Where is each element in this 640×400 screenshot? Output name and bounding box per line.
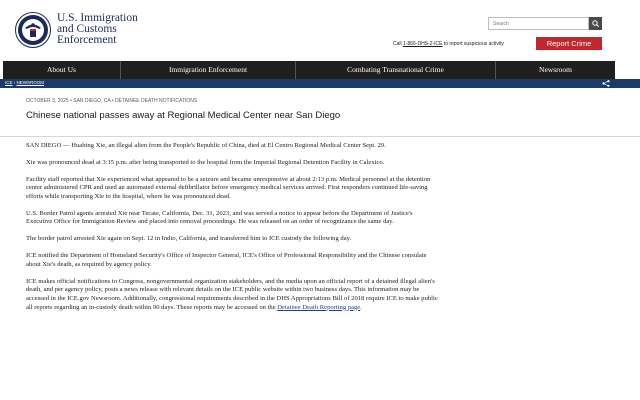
nav-newsroom[interactable]: Newsroom (539, 65, 572, 74)
breadcrumb-separator: › (12, 80, 17, 85)
search-button[interactable] (589, 17, 602, 30)
agency-line-2: and Customs (57, 23, 117, 35)
article-paragraph: Xie was pronounced dead at 3:15 p.m. after being transported to the hospital from the Imperial Regional Detention Facility in Calexico. (26, 158, 385, 166)
call-prefix: Call (393, 41, 404, 47)
dhs-seal-logo[interactable] (15, 12, 51, 48)
last-paragraph-text: ICE makes official notifications to Congress, nongovernmental organization stakeholders, and the media upon an official report of a detained illegal alien's death, and per agency policy, posts a news release with relevant details on the ICE public website within two business days. This information may be accessed in the ICE.gov Newsroom. Additionally, congressional requirements described in the DHS Appropriations Bill of 2018 require ICE to make public all reports regarding an in-custody death within 90 days. These reports may be accessed on the (26, 277, 438, 311)
article-paragraph-last (26, 278, 438, 312)
call-suffix: to report suspicious activity (442, 41, 504, 47)
breadcrumb-current[interactable]: NEWSROOM (16, 80, 45, 85)
article-body (26, 142, 438, 320)
last-paragraph-end: . (360, 303, 362, 311)
agency-line-3: Enforcement (57, 34, 117, 46)
main-nav (3, 61, 615, 79)
breadcrumb-home[interactable]: ICE (5, 80, 13, 85)
report-crime-button[interactable]: Report Crime (536, 37, 602, 50)
tipline-text (393, 41, 504, 47)
detainee-death-reporting-link[interactable]: Detainee Death Reporting page (277, 303, 361, 311)
article-paragraph: SAN DIEGO — Huabing Xie, an illegal alien from the People's Republic of China, died at El Centro Regional Medical Center Sept. 29. (26, 142, 386, 149)
agency-line-1: U.S. Immigration (57, 12, 138, 24)
article-paragraph: U.S. Border Patrol agents arrested Xie near Tecate, California, Dec. 31, 2023, and was served a notice to appear before the Department of Justice's Executive Office for Immigration Review and placed into removal proceedings. He was released on an order of recognizance the same day. (26, 209, 413, 226)
article-meta: OCTOBER 3, 2025 • SAN DIEGO, CA • DETAINEE DEATH NOTIFICATIONS (26, 98, 198, 104)
search-input[interactable]: Search (488, 17, 589, 30)
article-paragraph: Facility staff reported that Xie experienced what appeared to be a seizure and became unresponsive at about 2:13 p.m. Medical personnel at the detention center administered CPR and used an automated external defibrillator before emergency medical services arrived. First responders continued life-saving efforts while transporting Xie to the hospital, where he was pronounced dead. (26, 175, 431, 200)
agency-name[interactable] (57, 13, 138, 46)
article-paragraph: The border patrol arrested Xie again on Sept. 12 in Indio, California, and transferred him to ICE custody the following day. (26, 235, 352, 243)
site-header (0, 0, 640, 60)
nav-about-us[interactable]: About Us (3, 61, 121, 79)
article-title: Chinese national passes away at Regional Medical Center near San Diego (26, 110, 341, 121)
nav-combating-transnational-crime[interactable]: Combating Transnational Crime (296, 61, 496, 79)
breadcrumb (5, 80, 44, 85)
search-icon (592, 20, 599, 27)
share-icon[interactable] (602, 80, 610, 87)
article-paragraph: ICE notified the Department of Homeland Security's Office of Inspector General, ICE's Office of Professional Responsibility and the Chinese consulate about Xie's death, as required by agency policy. (26, 252, 427, 268)
breadcrumb-bar (0, 79, 640, 88)
nav-immigration-enforcement[interactable]: Immigration Enforcement (121, 61, 296, 79)
tipline-phone-link[interactable]: 1-866-DHS-2-ICE (403, 41, 443, 47)
divider (0, 136, 640, 137)
